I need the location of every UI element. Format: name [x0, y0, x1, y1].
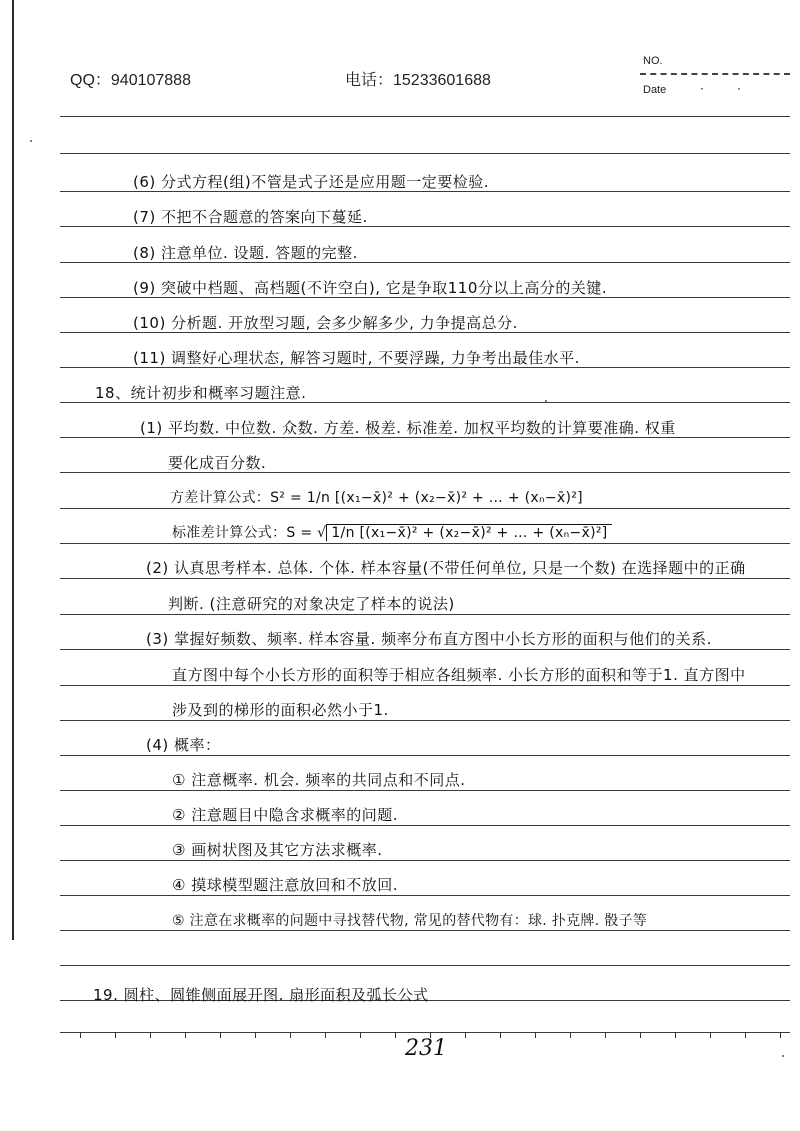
scan-speck	[782, 1055, 784, 1057]
section-18-item-1-line-2: 要化成百分数.	[168, 454, 267, 472]
scan-speck	[545, 400, 547, 402]
no-label: NO.	[643, 55, 663, 67]
ruled-line	[60, 720, 790, 721]
date-dot: ·	[700, 82, 704, 96]
section-18-heading: 18、统计初步和概率习题注意.	[95, 384, 307, 402]
ruled-line	[60, 965, 790, 966]
probability-note-3: ③ 画树状图及其它方法求概率.	[172, 841, 383, 859]
ruled-line	[60, 825, 790, 826]
ruled-line	[60, 755, 790, 756]
item-8: (8) 注意单位. 设题. 答题的完整.	[133, 244, 358, 262]
std-formula-expression: 1/n [(x₁−x̄)² + (x₂−x̄)² + … + (xₙ−x̄)²]	[326, 524, 611, 541]
section-18-item-3-line-2: 直方图中每个小长方形的面积等于相应各组频率. 小长方形的面积和等于1. 直方图中	[172, 666, 746, 684]
date-dot: ·	[737, 82, 741, 96]
section-18-item-2-line-2: 判断. (注意研究的对象决定了样本的说法)	[168, 595, 455, 613]
left-margin-line	[12, 0, 14, 940]
section-19-heading: 19. 圆柱、圆锥侧面展开图. 扇形面积及弧长公式	[93, 986, 429, 1004]
variance-formula-expression: 1/n [(x₁−x̄)² + (x₂−x̄)² + … + (xₙ−x̄)²]	[306, 490, 583, 506]
ruled-line	[60, 153, 790, 154]
ruled-line	[60, 895, 790, 896]
section-18-item-3-line-1: (3) 掌握好频数、频率. 样本容量. 频率分布直方图中小长方形的面积与他们的关系.	[146, 630, 712, 648]
probability-note-5: ⑤ 注意在求概率的问题中寻找替代物, 常见的替代物有：球. 扑克牌. 骰子等	[172, 913, 648, 929]
section-18-item-4-heading: (4) 概率：	[146, 736, 221, 754]
page-number: 231	[405, 1036, 447, 1061]
probability-note-1: ① 注意概率. 机会. 频率的共同点和不同点.	[172, 771, 466, 789]
no-dashed-line	[640, 73, 790, 75]
probability-note-2: ② 注意题目中隐含求概率的问题.	[172, 806, 398, 824]
ruled-line	[60, 543, 790, 544]
qq-contact: QQ：940107888	[70, 72, 191, 89]
variance-formula-label: 方差计算公式：S² =	[170, 490, 307, 506]
item-11: (11) 调整好心理状态, 解答习题时, 不要浮躁, 力争考出最佳水平.	[133, 349, 580, 367]
item-7: (7) 不把不合题意的答案向下蔓延.	[133, 208, 368, 226]
std-formula-label: 标准差计算公式：S = √	[172, 525, 327, 541]
ruled-line	[60, 116, 790, 117]
ruled-line	[60, 685, 790, 686]
ruled-line	[60, 649, 790, 650]
item-6: (6) 分式方程(组)不管是式子还是应用题一定要检验.	[133, 173, 489, 191]
item-9: (9) 突破中档题、高档题(不许空白), 它是争取110分以上高分的关键.	[133, 279, 608, 297]
section-18-item-2-line-1: (2) 认真思考样本. 总体. 个体. 样本容量(不带任何单位, 只是一个数) 在选择题中的正确	[146, 559, 746, 577]
std-deviation-formula	[172, 522, 612, 542]
section-18-item-1-line-1: (1) 平均数. 中位数. 众数. 方差. 极差. 标准差. 加权平均数的计算要准确. 权重	[140, 419, 676, 437]
phone-contact: 电话：15233601688	[345, 72, 491, 89]
variance-formula	[170, 487, 583, 507]
probability-note-4: ④ 摸球模型题注意放回和不放回.	[172, 876, 398, 894]
date-label: Date	[643, 84, 667, 96]
item-10: (10) 分析题. 开放型习题, 会多少解多少, 力争提高总分.	[133, 314, 518, 332]
ruled-line	[60, 860, 790, 861]
ruled-line	[60, 614, 790, 615]
ruled-line	[60, 578, 790, 579]
ruled-line	[60, 930, 790, 931]
ruled-line	[60, 508, 790, 509]
ruled-line	[60, 790, 790, 791]
scan-speck	[30, 140, 32, 142]
section-18-item-3-line-3: 涉及到的梯形的面积必然小于1.	[172, 701, 389, 719]
